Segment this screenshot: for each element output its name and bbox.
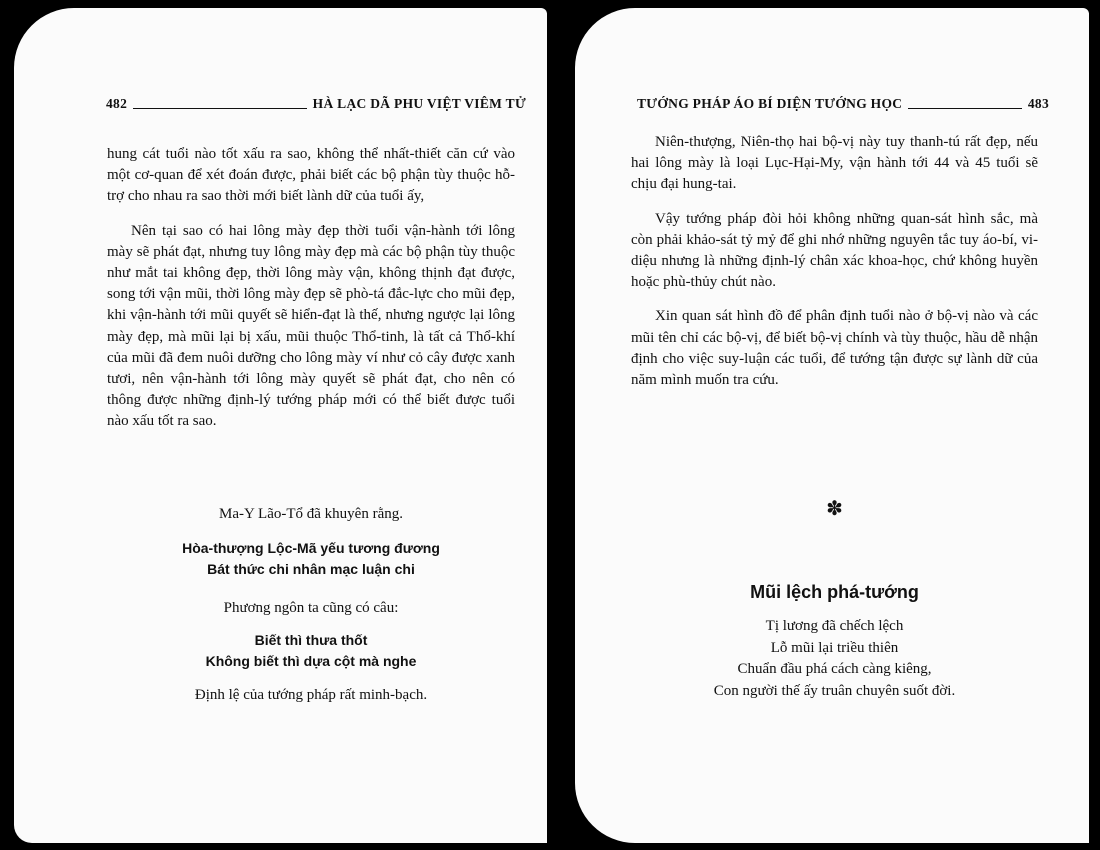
left-page-number: 482	[106, 96, 128, 111]
closing-line: Định lệ của tướng pháp rất minh-bạch.	[194, 687, 428, 703]
right-book-page	[575, 8, 1089, 843]
verse-line: Biết thì thưa thốt	[254, 632, 368, 648]
paragraph: Nên tại sao có hai lông mày đẹp thời tuổi vận-hành tới lông mày sẽ phát đạt, nhưng tuy lông mày đẹp mà các bộ phận tùy thuộc như mắt tai không đẹp, thời lông mày vận, không thịnh đạt được, song tới vận mũi, thời lông mày đẹp sẽ phò-tá đắc-lực cho mũi đẹp, khi vận-hành tới mũi quyết sẽ hiển-đạt là thế, nhưng ngược lại lông mày đẹp, mà mũi lại bị xấu, mũi thuộc Thổ-tinh, là tất cả Thổ-khí của mũi đã đem nuôi dưỡng cho lông mày ví như cỏ cây được xanh tươi, nên vận-hành tới lông mày quyết sẽ phát đạt, cho nên có thông được những định-lý tướng pháp mới có thể biết được tuổi nào xấu tốt ra sao.	[107, 222, 515, 430]
right-page-number: 483	[1027, 96, 1049, 111]
poem	[631, 616, 1038, 702]
left-running-title: HÀ LẠC DÃ PHU VIỆT VIÊM TỬ	[312, 96, 526, 111]
left-book-page	[14, 8, 547, 843]
header-rule	[133, 108, 307, 109]
ornament-icon: ✽	[826, 498, 843, 520]
poem-line: Chuẩn đầu phá cách càng kiêng,	[737, 661, 932, 677]
poem-line: Lỗ mũi lại triều thiên	[770, 639, 899, 656]
verse-line: Không biết thì dựa cột mà nghe	[205, 653, 417, 669]
verse-line: Bát thức chi nhân mạc luận chi	[207, 561, 415, 577]
right-body-text	[631, 132, 1038, 404]
paragraph: Vậy tướng pháp đòi hỏi không những quan-sát hình sắc, mà còn phải khảo-sát tỷ mỷ để ghi nhớ những nguyên tắc tuy áo-bí, vi-diệu nhưng là những định-lý chân xác khoa-học, chứ không huyền hoặc phù-thủy chút nào.	[631, 210, 1038, 291]
right-page-header	[637, 96, 1049, 112]
left-page-header	[106, 96, 526, 112]
verse-line: Hòa-thượng Lộc-Mã yếu tương đương	[182, 540, 440, 556]
poem-line: Tị lương đã chếch lệch	[765, 618, 904, 634]
saying-intro: Phương ngôn ta cũng có câu:	[223, 600, 399, 616]
paragraph: hung cát tuổi nào tốt xấu ra sao, không thể nhất-thiết căn cứ vào một cơ-quan để xét đoán được, phải biết các bộ phận tùy thuộc hỗ-trợ cho nhau ra sao thời mới biết lành dữ của tuổi ấy,	[107, 146, 515, 205]
saying-verse	[107, 630, 515, 672]
poem-title: Mũi lệch phá-tướng	[750, 582, 919, 602]
quote-intro: Ma-Y Lão-Tổ đã khuyên rằng.	[219, 506, 403, 522]
paragraph: Xin quan sát hình đồ để phân định tuổi nào ở bộ-vị nào và các mũi tên chỉ các bộ-vị, để biết bộ-vị chính và tùy thuộc, hầu dễ nhận định cho việc suy-luận các tuổi, để tướng tận được sự lành dữ của năm mình muốn tra cứu.	[631, 308, 1038, 389]
right-running-title: TƯỚNG PHÁP ÁO BÍ DIỆN TƯỚNG HỌC	[637, 96, 903, 111]
paragraph: Niên-thượng, Niên-thọ hai bộ-vị này tuy thanh-tú rất đẹp, nếu hai lông mày là loại Lục-Hại-My, vận hành tới 44 và 45 tuổi sẽ chịu đại hung-tai.	[631, 134, 1038, 193]
header-rule	[908, 108, 1022, 109]
poem-line: Con người thế ấy truân chuyên suốt đời.	[713, 682, 956, 699]
quote-verse	[107, 538, 515, 580]
left-body-text	[107, 144, 515, 446]
